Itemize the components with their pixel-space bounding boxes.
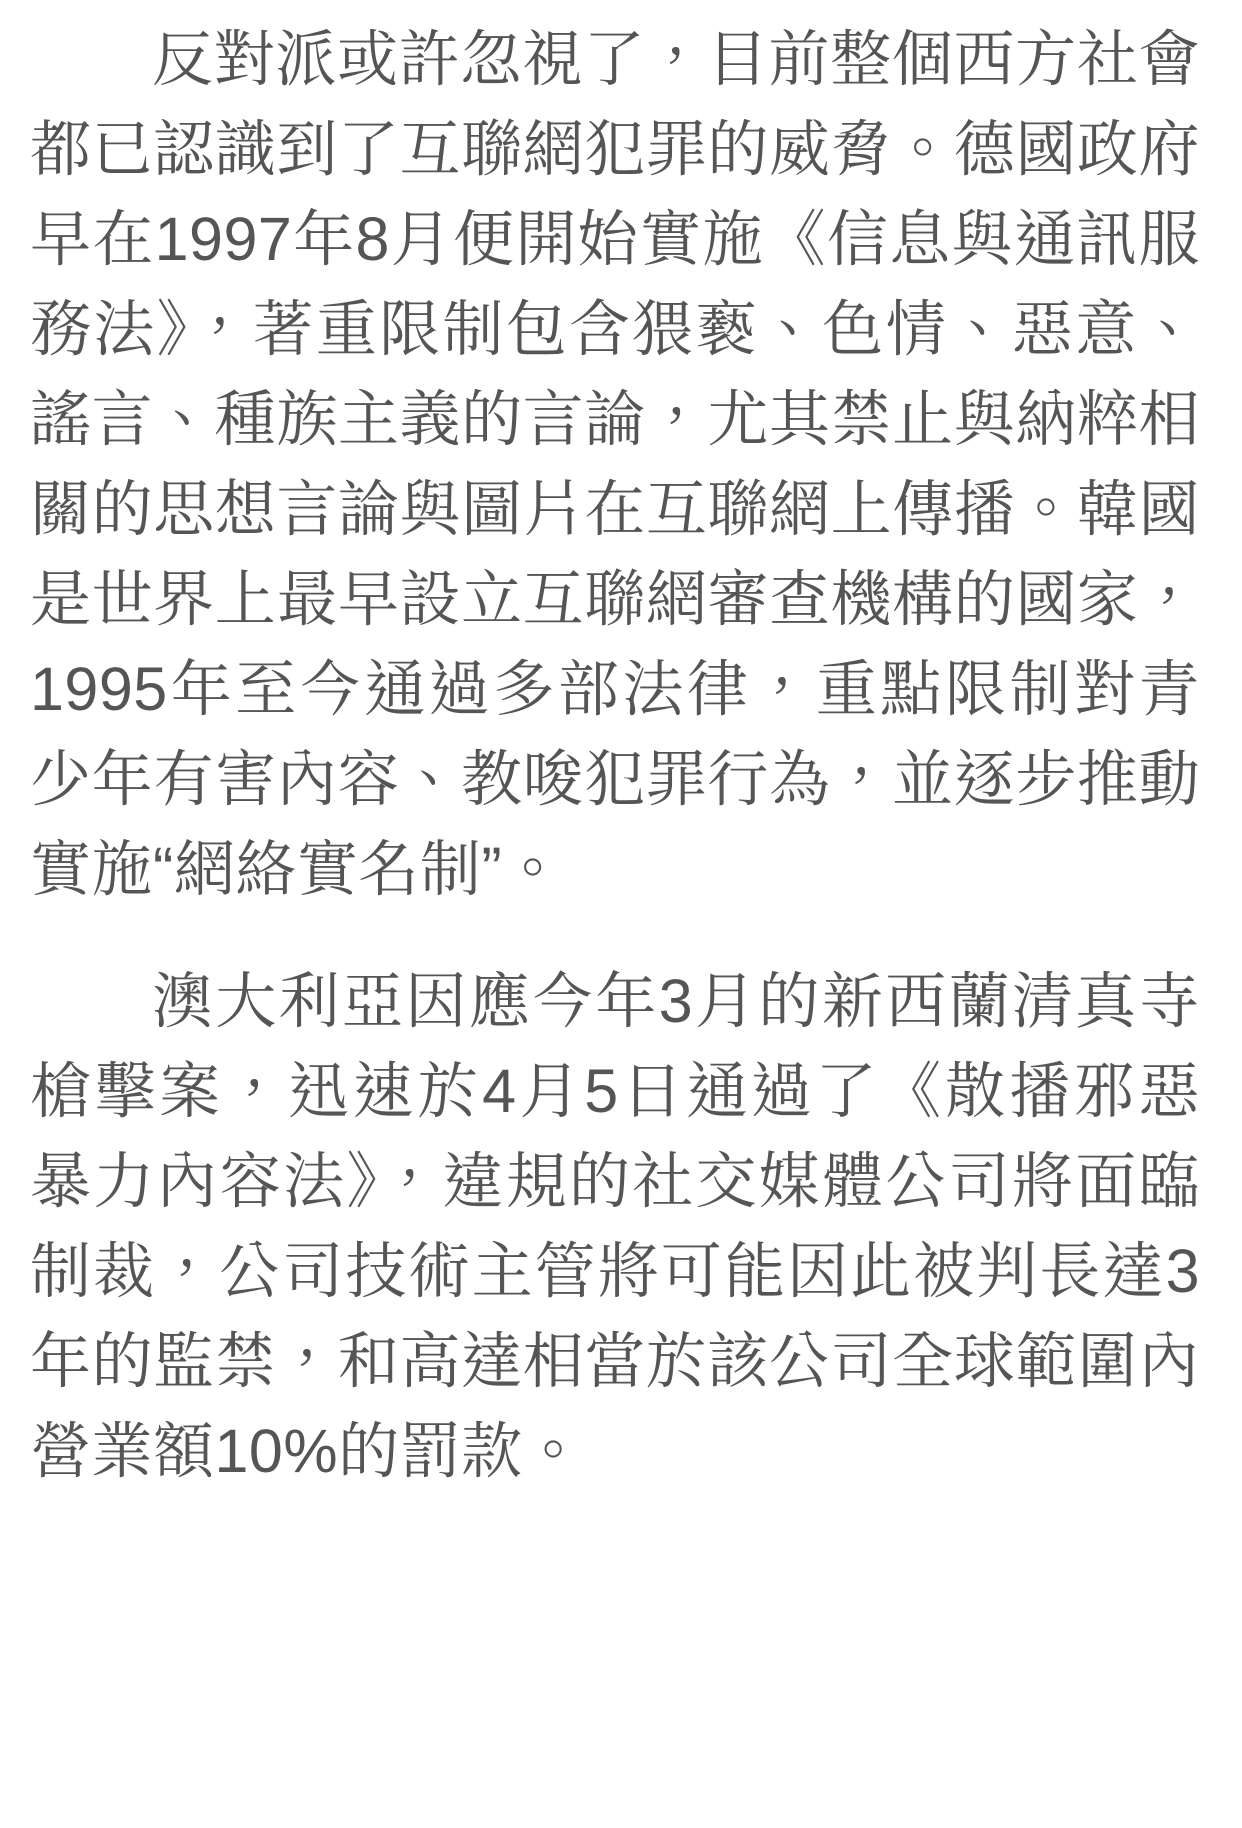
article-paragraph: 澳大利亞因應今年3月的新西蘭清真寺槍擊案，迅速於4月5日通過了《散播邪惡暴力內容法》，違規的社交媒體公司將面臨制裁，公司技術主管將可能因此被判長達3年的監禁，和高達相當於該公司全球範圍內營業額10%的罰款。 (30, 967, 1200, 1485)
article-paragraph: 反對派或許忽視了，目前整個西方社會都已認識到了互聯網犯罪的威脅。德國政府早在1997年8月便開始實施《信息與通訊服務法》，著重限制包含猥褻、色情、惡意、謠言、種族主義的言論，尤其禁止與納粹相關的思想言論與圖片在互聯網上傳播。韓國是世界上最早設立互聯網審查機構的國家，1995年至今通過多部法律，重點限制對青少年有害內容、教唆犯罪行為，並逐步推動實施“網絡實名制”。 (30, 25, 1200, 903)
article-body (30, 14, 1200, 1496)
